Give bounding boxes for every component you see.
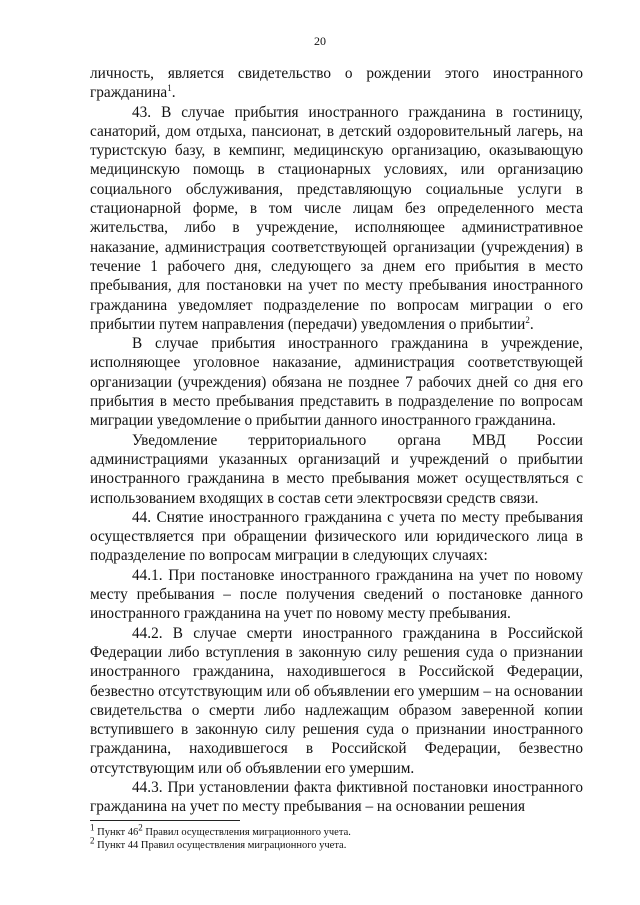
paragraph-44-3: 44.3. При установлении факта фиктивной постановки иностранного гражданина на учет по месту пребывания – на основании решения — [90, 778, 583, 816]
footnote-marker: 1 — [90, 822, 95, 833]
footnote-marker: 2 — [90, 835, 95, 846]
footnote-ref-1[interactable]: 1 — [167, 83, 172, 94]
document-body — [90, 64, 583, 817]
paragraph-44: 44. Снятие иностранного гражданина с учета по месту пребывания осуществляется при обращении физического или юридического лица в подразделение по вопросам миграции в следующих случаях: — [90, 508, 583, 565]
paragraph-notification: Уведомление территориального органа МВД России администрациями указанных организаций и учреждений о прибытии иностранного гражданина в место пребывания может осуществляться с использованием входящих в состав сети электросвязи средств связи. — [90, 431, 583, 507]
footnote-1: $^1$ Пункт $46^2$ Правил осуществления миграционного учета. — [90, 822, 351, 838]
paragraph-criminal-institution: В случае прибытия иностранного гражданина в учреждение, исполняющее уголовное наказание, администрация соответствующей организации (учреждения) обязана не позднее 7 рабочих дней со дня его прибытия в место пребывания представить в подразделение по вопросам миграции уведомление о прибытии данного иностранного гражданина. — [90, 335, 583, 430]
paragraph-text: 43. В случае прибытия иностранного гражданина в гостиницу, санаторий, дом отдыха, пансионат, в детский оздоровительный лагерь, на туристскую базу, в кемпинг, медицинскую организацию, оказывающую медицинскую помощь в стационарных условиях, или организацию социального обслуживания, представляющую социальные услуги в стационарной форме, в том числе лицам без определенного места жительства, либо в учреждение, исполняющее административное наказание, администрация соответствующей организации (учреждения) в течение 1 рабочего дня, следующего за днем его прибытия в место пребывания, для постановки на учет по месту пребывания иностранного гражданина уведомляет подразделение по вопросам миграции о его прибытии путем направления (передачи) уведомления о прибытии — [90, 103, 583, 333]
footnote-separator — [90, 820, 240, 821]
paragraph-44-1: 44.1. При постановке иностранного гражданина на учет по новому месту пребывания – после получения сведений о постановке данного иностранного гражданина на учет по новому месту пребывания. — [90, 566, 583, 623]
paragraph-continuation: личность, является свидетельство о рождении этого иностранного гражданина$^1$. — [90, 65, 583, 102]
page-number: 20 — [314, 34, 326, 48]
paragraph-44-2: 44.2. В случае смерти иностранного гражданина в Российской Федерации либо вступления в законную силу решения суда о признании иностранного гражданина, находившегося в Российской Федерации, безвестно отсутствующим или об объявлении его умершим – на основании свидетельства о смерти либо надлежащим образом заверенной копии вступившего в законную силу решения суда о признании иностранного гражданина, находившегося в Российской Федерации, безвестно отсутствующим или об объявлении его умершим. — [90, 624, 583, 777]
footnote-ref-2[interactable]: 2 — [525, 314, 530, 325]
paragraph-43: 43. В случае прибытия иностранного гражданина в гостиницу, санаторий, дом отдыха, пансионат, в детский оздоровительный лагерь, на туристскую базу, в кемпинг, медицинскую организацию, оказывающую медицинскую помощь в стационарных условиях, или организацию социального обслуживания, представляющую социальные услуги в стационарной форме, в том числе лицам без определенного места жительства, либо в учреждение, исполняющее административное наказание, администрация соответствующей организации (учреждения) в течение 1 рабочего дня, следующего за днем его прибытия в место пребывания, для постановки на учет по месту пребывания иностранного гражданина уведомляет подразделение по вопросам миграции о его прибытии путем направления (передачи) уведомления о прибытии$^2$. — [90, 103, 583, 333]
footnote-2: $^2$ Пункт 44 Правил осуществления миграционного учета. — [90, 835, 347, 851]
paragraph-text: личность, является свидетельство о рождении этого иностранного гражданина — [90, 65, 583, 102]
footnotes — [90, 822, 583, 852]
